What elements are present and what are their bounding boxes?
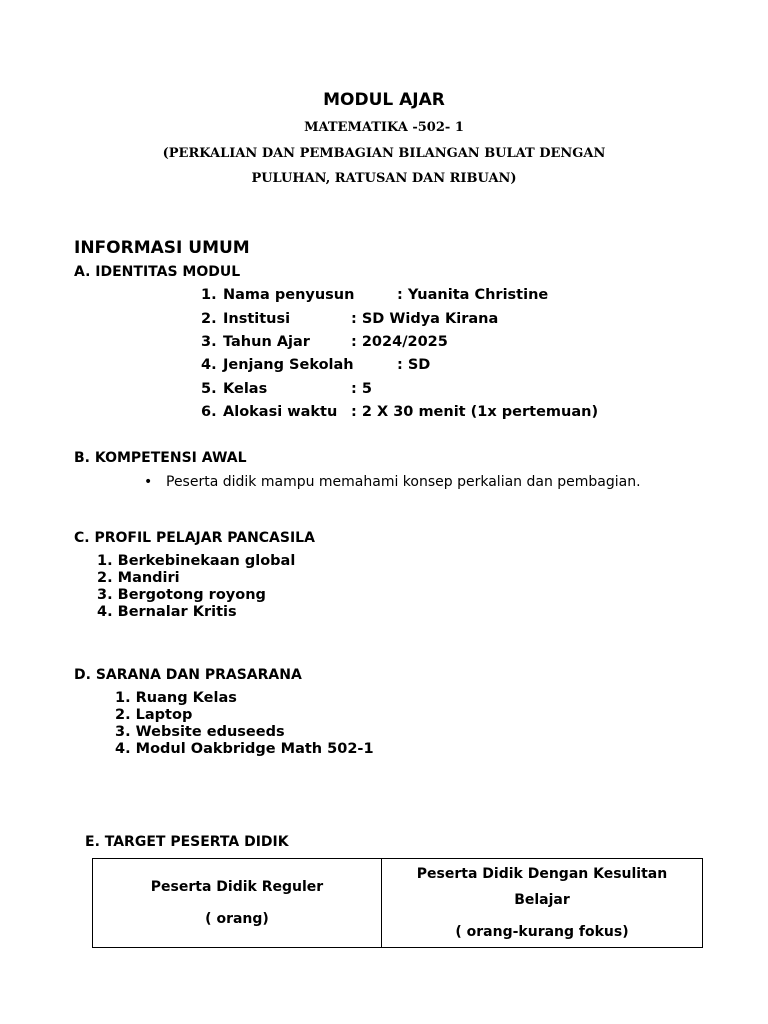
section-b-heading: B. KOMPETENSI AWAL (74, 450, 247, 466)
item-value: : 2024/2025 (351, 334, 448, 350)
topic-line-2: PULUHAN, RATUSAN DAN RIBUAN) (251, 171, 517, 186)
table-row (93, 859, 703, 948)
item-number: 6. (201, 404, 217, 420)
item-number: 2. (201, 311, 217, 327)
sarana-item: 4. Modul Oakbridge Math 502-1 (115, 741, 374, 757)
reguler-label: Peserta Didik Reguler (150, 879, 324, 895)
profil-item: 2. Mandiri (97, 570, 180, 586)
identity-item-kelas (201, 381, 372, 397)
bullet-icon: • (144, 474, 153, 490)
item-label: Institusi (223, 311, 291, 327)
identity-item-institusi (201, 311, 498, 327)
target-table (92, 858, 703, 948)
topic-line-1: (PERKALIAN DAN PEMBAGIAN BILANGAN BULAT DENGAN (162, 146, 606, 161)
item-value: : SD (397, 357, 431, 373)
identity-item-tahun-ajar (201, 334, 448, 350)
document-title: MODUL AJAR (323, 90, 445, 110)
kompetensi-bullet-item (144, 474, 641, 490)
item-number: 1. (201, 287, 217, 303)
table-cell-reguler (93, 859, 382, 948)
item-label: Alokasi waktu (223, 404, 338, 420)
item-label: Jenjang Sekolah (223, 357, 354, 373)
item-label: Nama penyusun (223, 287, 355, 303)
kesulitan-count: ( orang-kurang fokus) (455, 924, 629, 940)
item-label: Tahun Ajar (223, 334, 310, 350)
item-value: : 5 (351, 381, 372, 397)
item-number: 4. (201, 357, 217, 373)
identity-item-nama (201, 287, 548, 303)
kompetensi-text: Peserta didik mampu memahami konsep perkalian dan pembagian. (166, 474, 641, 490)
identity-item-alokasi (201, 404, 598, 420)
sarana-item: 3. Website eduseeds (115, 724, 285, 740)
item-value: : SD Widya Kirana (351, 311, 499, 327)
sarana-item: 1. Ruang Kelas (115, 690, 237, 706)
identity-item-jenjang (201, 357, 430, 373)
kesulitan-label-line2: Belajar (514, 892, 570, 908)
profil-item: 1. Berkebinekaan global (97, 553, 296, 569)
subject-line: MATEMATIKA -502- 1 (304, 120, 464, 135)
item-number: 3. (201, 334, 217, 350)
kesulitan-label-line1: Peserta Didik Dengan Kesulitan (416, 866, 668, 882)
section-a-heading: A. IDENTITAS MODUL (74, 264, 241, 280)
reguler-count: ( orang) (205, 911, 269, 927)
item-value: : Yuanita Christine (397, 287, 549, 303)
section-e-heading: E. TARGET PESERTA DIDIK (85, 834, 289, 850)
section-d-heading: D. SARANA DAN PRASARANA (74, 667, 302, 683)
item-number: 5. (201, 381, 217, 397)
profil-item: 4. Bernalar Kritis (97, 604, 237, 620)
sarana-item: 2. Laptop (115, 707, 193, 723)
section-c-heading: C. PROFIL PELAJAR PANCASILA (74, 530, 315, 546)
informasi-umum-heading: INFORMASI UMUM (74, 238, 250, 258)
item-label: Kelas (223, 381, 268, 397)
table-cell-kesulitan (382, 859, 703, 948)
profil-item: 3. Bergotong royong (97, 587, 266, 603)
item-value: : 2 X 30 menit (1x pertemuan) (351, 404, 599, 420)
